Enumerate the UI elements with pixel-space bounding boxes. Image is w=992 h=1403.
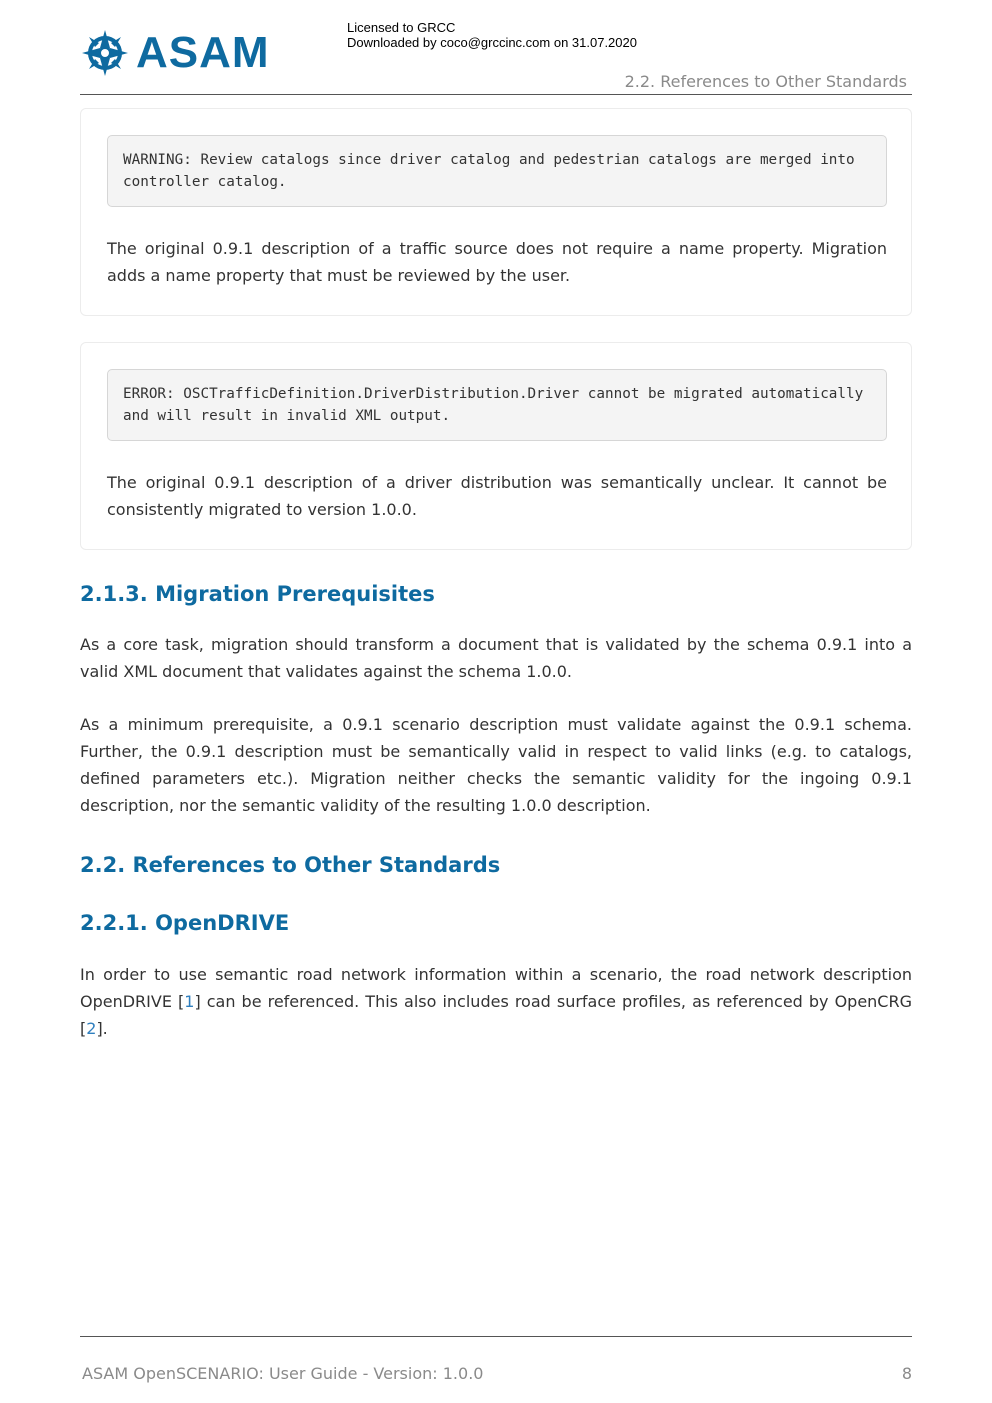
- opendrive-text-part1: In order to use semantic road network information within a scenario, the road network description OpenDRIVE [: [80, 965, 912, 1011]
- download-line: Downloaded by coco@grccinc.com on 31.07.2020: [347, 35, 637, 50]
- citation-link-1[interactable]: 1: [184, 992, 195, 1011]
- warning-code-block: WARNING: Review catalogs since driver catalog and pedestrian catalogs are merged into controller catalog.: [107, 135, 887, 207]
- asam-compass-icon: [80, 28, 130, 78]
- warning-admonition: [80, 108, 912, 316]
- warning-description: The original 0.9.1 description of a traffic source does not require a name property. Migration adds a name property that must be reviewed by the user.: [107, 239, 887, 285]
- asam-logo: [80, 26, 270, 80]
- paragraph-opendrive: [80, 961, 912, 1042]
- header-divider: [80, 94, 912, 95]
- page-number: 8: [901, 1364, 912, 1383]
- license-line: Licensed to GRCC: [347, 20, 456, 35]
- paragraph-migration-core-task: As a core task, migration should transform a document that is validated by the schema 0.9.1 into a valid XML document that validates against the schema 1.0.0.: [80, 635, 912, 681]
- license-notice: [347, 20, 637, 50]
- footer-divider: [80, 1336, 912, 1337]
- paragraph-migration-minimum: As a minimum prerequisite, a 0.9.1 scenario description must validate against the 0.9.1 schema. Further, the 0.9.1 description must be semantically valid in respect to valid links (e.g. to catalogs, defined parameters etc.). Migration neither checks the semantic validity for the ingoing 0.9.1 description, nor the semantic validity of the resulting 1.0.0 description.: [80, 715, 912, 815]
- opendrive-text-part2: ] can be referenced. This also includes road surface profiles, as referenced by OpenCRG [: [80, 992, 912, 1038]
- running-head: 2.2. References to Other Standards: [624, 72, 907, 91]
- error-admonition: [80, 342, 912, 550]
- heading-migration-prerequisites: 2.1.3. Migration Prerequisites: [80, 582, 435, 606]
- opendrive-text-part3: ].: [96, 1019, 108, 1038]
- heading-opendrive: 2.2.1. OpenDRIVE: [80, 911, 290, 935]
- footer-document-title: ASAM OpenSCENARIO: User Guide - Version: 1.0.0: [82, 1364, 484, 1383]
- logo-wordmark: ASAM: [136, 28, 270, 77]
- error-code-block: ERROR: OSCTrafficDefinition.DriverDistribution.Driver cannot be migrated automatically and will result in invalid XML output.: [107, 369, 887, 441]
- heading-references-to-other-standards: 2.2. References to Other Standards: [80, 853, 501, 877]
- citation-link-2[interactable]: 2: [86, 1019, 97, 1038]
- error-description: The original 0.9.1 description of a driver distribution was semantically unclear. It cannot be consistently migrated to version 1.0.0.: [107, 473, 887, 519]
